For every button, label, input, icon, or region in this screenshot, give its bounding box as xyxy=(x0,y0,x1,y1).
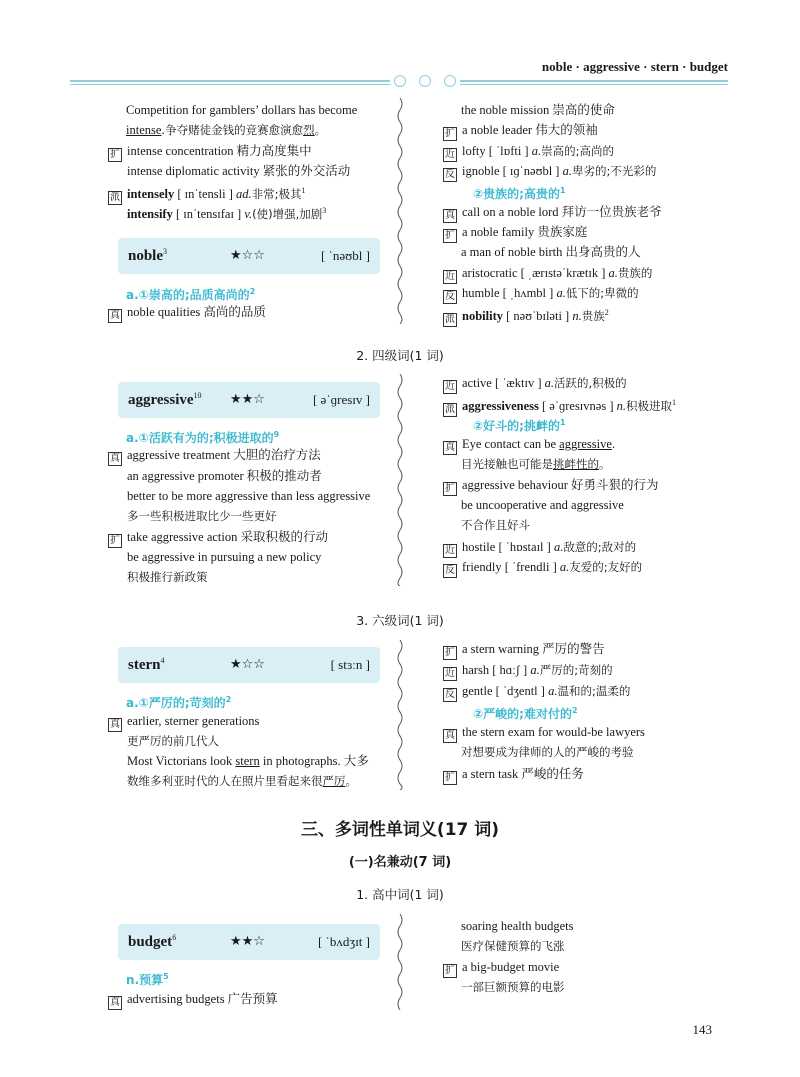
expansion-entry: 扩 intense concentration 精力高度集中 xyxy=(110,144,312,160)
tag-pai: 派 xyxy=(110,192,120,204)
expansion-entry: intense diplomatic activity 紧张的外交活动 xyxy=(127,164,351,178)
synonym-entry: 近 lofty [ ˈlɒfti ] a.崇高的;高尚的 xyxy=(445,144,614,160)
exam-entry: 真 the stern exam for would-be lawyers xyxy=(445,725,645,741)
exam-entry: 医疗保健预算的飞涨 xyxy=(461,939,565,953)
tag-zhen: 真 xyxy=(110,719,120,730)
tag-jin: 近 xyxy=(445,668,455,679)
synonym-entry: 近 hostile [ ˈhɒstaɪl ] a.敌意的;敌对的 xyxy=(445,540,637,556)
text-line: intense.争夺赌徒金钱的竞赛愈演愈烈。 xyxy=(126,123,327,137)
derivative-entry: 派 aggressiveness [ əˈɡresɪvnəs ] n.积极进取$^1$ xyxy=(445,398,676,416)
exam-entry: 对想要成为律师的人的严峻的考验 xyxy=(461,745,634,759)
exam-entry: 真 advertising budgets 广告预算 xyxy=(110,992,278,1008)
expansion-entry: 扩 a noble leader 伟大的领袖 xyxy=(445,123,598,139)
sense-label: n.预算$^5$ xyxy=(126,972,169,988)
star-rating: ★☆☆ xyxy=(230,657,265,672)
column-divider xyxy=(394,640,406,790)
subsection-heading: (一)名兼动(7 词) xyxy=(348,855,452,870)
synonym-entry: 近 harsh [ hɑːʃ ] a.严厉的;苛刻的 xyxy=(445,663,613,679)
exam-entry: 真 aggressive treatment 大胆的治疗方法 xyxy=(110,448,321,464)
star-rating: ★★☆ xyxy=(230,392,265,407)
section-heading: 2. 四级词(1 词) xyxy=(356,348,444,363)
sense-label: a.①严厉的;苛刻的$^2$ xyxy=(126,695,232,711)
headword: budget$^6$ xyxy=(128,933,177,950)
antonym-entry: 反 friendly [ ˈfrendli ] a.友爱的;友好的 xyxy=(445,560,643,576)
star-rating: ★★☆ xyxy=(230,934,265,949)
page-header xyxy=(70,45,728,85)
tag-pai: 派 xyxy=(445,404,455,416)
section-heading: 3. 六级词(1 词) xyxy=(356,613,444,628)
sense-label: ②贵族的;高贵的$^1$ xyxy=(473,186,566,202)
tag-fan: 反 xyxy=(445,291,455,302)
exam-entry: 真 call on a noble lord 拜访一位贵族老爷 xyxy=(445,205,662,221)
headword: stern$^4$ xyxy=(128,656,165,673)
page-number: 143 xyxy=(692,1022,712,1037)
tag-fan: 反 xyxy=(445,689,455,700)
tag-kuo: 扩 xyxy=(445,230,455,241)
phonetic: [ stɜːn ] xyxy=(330,657,370,672)
tag-zhen: 真 xyxy=(110,997,120,1008)
tag-zhen: 真 xyxy=(110,310,120,321)
expansion-entry: be uncooperative and aggressive xyxy=(461,498,624,512)
exam-entry: 真 Eye contact can be aggressive. xyxy=(445,437,616,453)
tag-jin: 近 xyxy=(445,545,455,556)
exam-entry: 目光接触也可能是挑衅性的。 xyxy=(461,457,611,471)
synonym-entry: 近 active [ ˈæktɪv ] a.活跃的,积极的 xyxy=(445,376,627,392)
expansion-entry: 积极推行新政策 xyxy=(127,570,208,584)
expansion-entry: 扩 a noble family 贵族家庭 xyxy=(445,225,588,241)
header-title: noble · aggressive · stern · budget xyxy=(541,59,728,74)
tag-kuo: 扩 xyxy=(445,647,455,658)
exam-entry: 数维多利亚时代的人在照片里看起来很严厉。 xyxy=(127,774,357,788)
tag-zhen: 真 xyxy=(110,453,120,464)
phonetic: [ ˈnəʊbl ] xyxy=(320,248,370,263)
tag-jin: 近 xyxy=(445,271,455,282)
derivative-entry: 派 intensely [ ɪnˈtensli ] ad.非常;极其$^1$ xyxy=(110,186,306,204)
text-line: Competition for gamblers’ dollars has become xyxy=(126,103,358,117)
header-ornament-icon xyxy=(390,73,460,89)
sense-label: ②好斗的;挑衅的$^1$ xyxy=(473,418,566,434)
expansion-entry: 扩 aggressive behaviour 好勇斗狠的行为 xyxy=(445,478,659,494)
exam-entry: 更严厉的前几代人 xyxy=(127,734,219,748)
word-header-stern xyxy=(118,647,380,683)
derivative-entry: 派 nobility [ nəʊˈbɪləti ] n.贵族$^2$ xyxy=(445,308,609,326)
tag-kuo: 扩 xyxy=(445,965,455,976)
exam-entry: soaring health budgets xyxy=(461,919,574,933)
expansion-entry: 扩 a stern task 严峻的任务 xyxy=(445,767,584,783)
sense-label: a.①活跃有为的;积极进取的$^9$ xyxy=(126,430,280,446)
tag-jin: 近 xyxy=(445,149,455,160)
expansion-entry: be aggressive in pursuing a new policy xyxy=(127,550,322,564)
column-divider xyxy=(394,374,406,586)
expansion-entry: 一部巨额预算的电影 xyxy=(461,980,565,994)
tag-kuo: 扩 xyxy=(110,149,120,160)
exam-entry: better to be more aggressive than less aggressive xyxy=(127,489,371,503)
sense-label: a.①崇高的;品质高尚的$^2$ xyxy=(126,287,256,303)
exam-entry: the noble mission 崇高的使命 xyxy=(461,103,615,117)
antonym-entry: 反 humble [ ˌhʌmbl ] a.低下的;卑微的 xyxy=(445,286,639,302)
section-heading: 1. 高中词(1 词) xyxy=(356,887,444,902)
headword: aggressive$^{10}$ xyxy=(128,391,202,408)
tag-kuo: 扩 xyxy=(445,772,455,783)
exam-entry: an aggressive promoter 积极的推动者 xyxy=(127,469,322,483)
tag-jin: 近 xyxy=(445,381,455,392)
tag-fan: 反 xyxy=(445,169,455,180)
headword: noble$^3$ xyxy=(128,247,168,264)
tag-kuo: 扩 xyxy=(445,483,455,494)
tag-zhen: 真 xyxy=(445,442,455,453)
expansion-entry: 扩 take aggressive action 采取积极的行动 xyxy=(110,530,328,546)
exam-entry: 真 earlier, sterner generations xyxy=(110,714,260,730)
tag-pai: 派 xyxy=(445,314,455,326)
star-rating: ★☆☆ xyxy=(230,248,265,263)
antonym-entry: 反 ignoble [ ɪɡˈnəʊbl ] a.卑劣的;不光彩的 xyxy=(445,164,657,180)
exam-entry: 多一些积极进取比少一些更好 xyxy=(127,509,277,523)
expansion-entry: a man of noble birth 出身高贵的人 xyxy=(461,245,641,259)
phonetic: [ ˈbʌdʒɪt ] xyxy=(318,934,370,949)
expansion-entry: 扩 a big-budget movie xyxy=(445,960,560,976)
word-header-noble xyxy=(118,238,380,274)
tag-kuo: 扩 xyxy=(110,535,120,546)
tag-zhen: 真 xyxy=(445,210,455,221)
antonym-entry: 反 gentle [ ˈdʒentl ] a.温和的;温柔的 xyxy=(445,684,631,700)
word-header-aggressive xyxy=(118,382,380,418)
exam-entry: 真 noble qualities 高尚的品质 xyxy=(110,305,266,321)
expansion-entry: 扩 a stern warning 严厉的警告 xyxy=(445,642,605,658)
synonym-entry: 近 aristocratic [ ˌærɪstəˈkrætɪk ] a.贵族的 xyxy=(445,266,653,282)
sense-label: ②严峻的;难对付的$^2$ xyxy=(473,706,578,722)
phonetic: [ əˈɡresɪv ] xyxy=(312,392,370,407)
word-header-budget xyxy=(118,924,380,960)
column-divider xyxy=(394,98,406,324)
tag-zhen: 真 xyxy=(445,730,455,741)
column-divider xyxy=(394,914,406,1010)
tag-kuo: 扩 xyxy=(445,128,455,139)
tag-fan: 反 xyxy=(445,565,455,576)
expansion-entry: 不合作且好斗 xyxy=(461,518,530,532)
exam-entry: Most Victorians look stern in photographs. 大多 xyxy=(127,754,369,768)
part-heading: 三、多词性单词义(17 词) xyxy=(300,820,500,840)
derivative-entry: intensify [ ɪnˈtensɪfaɪ ] v.(使)增强,加剧$^3$ xyxy=(127,206,327,222)
